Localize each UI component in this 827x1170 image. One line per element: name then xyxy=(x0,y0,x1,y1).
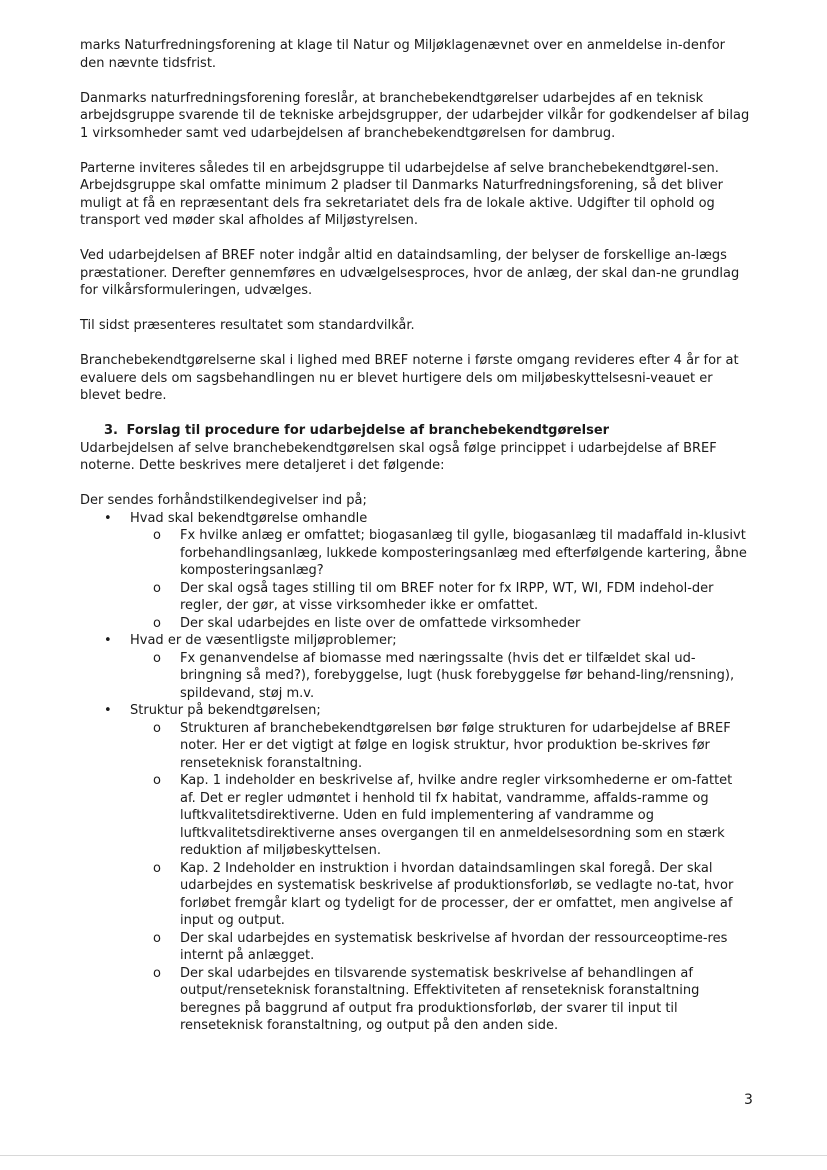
paragraph-5: Til sidst præsenteres resultatet som standardvilkår. xyxy=(80,318,415,333)
sub-item-text: Kap. 2 Indeholder en instruktion i hvordan dataindsamlingen skal foregå. Der skal udarbejdes en systematisk beskrivelse af produktionsforløb, se vedlagte no-tat, hvor forløbet fremgår klart og tydeligt for de processer, der er omfattet, men angivelse af input og output. xyxy=(180,860,734,928)
sub-item-text: Der skal udarbejdes en tilsvarende systematisk beskrivelse af behandlingen af output/renseteknisk foranstaltning. Effektiviteten af renseteknisk foranstaltning beregnes på baggrund af output fra produktionsforløb, der svarer til input til renseteknisk foranstaltning, og output på den anden side. xyxy=(180,965,700,1033)
sub-bullet-icon: o xyxy=(153,720,161,736)
paragraph-2: Danmarks naturfredningsforening foreslår, at branchebekendtgørelser udarbejdes af en teknisk arbejdsgruppe svarende til de tekniske arbejdsgrupper, der udarbejder vilkår for godkendelser af bilag 1 virksomheder samt ved udarbejdelsen af branchebekendtgørelsen for dambrug. xyxy=(80,90,750,141)
section-intro: Udarbejdelsen af selve branchebekendtgørelsen skal også følge princippet i udarbejdelse af BREF noterne. Dette beskrives mere detaljeret i det følgende: xyxy=(80,440,717,473)
section-title: Forslag til procedure for udarbejdelse af branchebekendtgørelser xyxy=(126,423,610,438)
sub-bullet-icon: o xyxy=(153,860,161,876)
sub-bullet-icon: o xyxy=(153,580,161,596)
sub-list-item xyxy=(130,965,752,1035)
paragraph-6: Branchebekendtgørelserne skal i lighed med BREF noterne i første omgang revideres efter 4 år for at evaluere dels om sagsbehandlingen nu er blevet hurtigere dels om miljøbeskyttelsesni-veauet er blevet bedre. xyxy=(80,353,739,403)
section-number: 3. xyxy=(104,423,118,438)
sub-list xyxy=(130,650,752,703)
page-number: 3 xyxy=(744,1092,753,1108)
paragraph-1: marks Naturfredningsforening at klage til Natur og Miljøklagenævnet over en anmeldelse in-denfor den nævnte tidsfrist. xyxy=(80,38,725,71)
sub-item-text: Kap. 1 indeholder en beskrivelse af, hvilke andre regler virksomhederne er om-fattet af. Det er regler udmøntet i henhold til fx habitat, vandramme, affalds-ramme og luftkvalitetsdirektiverne. Uden en fuld implementering af vandramme og luftkvalitetsdirektiverne anses overgangen til en anmeldelsesordning som en stærk reduktion af miljøbeskyttelsen. xyxy=(180,773,733,858)
sub-item-text: Fx hvilke anlæg er omfattet; biogasanlæg til gylle, biogasanlæg til madaffald in-klusivt forbehandlingsanlæg, lukkede komposteringsanlæg med efterfølgende kartering, åbne komposteringsanlæg? xyxy=(180,528,747,578)
sub-list-item xyxy=(130,772,752,860)
sub-list-item xyxy=(130,860,752,930)
sub-list-item xyxy=(130,930,752,965)
sub-list-item xyxy=(130,615,752,633)
sub-bullet-icon: o xyxy=(153,650,161,666)
list-item xyxy=(80,702,752,1035)
sub-item-text: Strukturen af branchebekendtgørelsen bør følge strukturen for udarbejdelse af BREF noter. Her er det vigtigt at følge en logisk struktur, hvor produktion be-skrives før renseteknisk foranstaltning. xyxy=(180,720,731,771)
list-item xyxy=(80,510,752,633)
sub-item-text: Der skal udarbejdes en liste over de omfattede virksomheder xyxy=(180,615,581,631)
bullet-icon: • xyxy=(104,633,112,648)
bullet-list xyxy=(80,510,752,1035)
sub-item-text: Der skal også tages stilling til om BREF noter for fx IRPP, WT, WI, FDM indehol-der regler, der gør, at visse virksomheder ikke er omfattet. xyxy=(180,580,714,613)
bullet-text: Hvad er de væsentligste miljøproblemer; xyxy=(130,633,397,648)
sub-list-item xyxy=(130,720,752,773)
sub-item-text: Der skal udarbejdes en systematisk beskrivelse af hvordan der ressourceoptime-res internt på anlægget. xyxy=(180,930,728,963)
sub-item-text: Fx genanvendelse af biomasse med næringssalte (hvis det er tilfældet skal ud-bringning så med?), forebyggelse, lugt (husk forebyggelse før behand-ling/rensning), spildevand, støj m.v. xyxy=(180,650,735,701)
bullet-text: Hvad skal bekendtgørelse omhandle xyxy=(130,510,368,526)
section-heading xyxy=(104,422,752,440)
section-3 xyxy=(80,422,752,1035)
sub-bullet-icon: o xyxy=(153,930,161,946)
sub-bullet-icon: o xyxy=(153,615,161,631)
sub-bullet-icon: o xyxy=(153,773,161,788)
sub-list xyxy=(130,720,752,1035)
document-page xyxy=(80,37,752,1035)
bullet-icon: • xyxy=(104,510,112,526)
section-lead: Der sendes forhåndstilkendegivelser ind på; xyxy=(80,493,367,508)
paragraph-4: Ved udarbejdelsen af BREF noter indgår altid en dataindsamling, der belyser de forskellige an-lægs præstationer. Derefter gennemføres en udvælgelsesproces, hvor de anlæg, der skal dan-ne grundlag for vilkårsformuleringen, udvælges. xyxy=(80,248,740,298)
bullet-icon: • xyxy=(104,703,112,718)
bullet-text: Struktur på bekendtgørelsen; xyxy=(130,703,321,718)
sub-list xyxy=(130,527,752,632)
sub-bullet-icon: o xyxy=(153,965,161,981)
page-bottom-edge xyxy=(0,1155,827,1156)
sub-list-item xyxy=(130,527,752,580)
sub-bullet-icon: o xyxy=(153,528,161,543)
sub-list-item xyxy=(130,650,752,703)
list-item xyxy=(80,632,752,702)
sub-list-item xyxy=(130,580,752,615)
paragraph-3: Parterne inviteres således til en arbejdsgruppe til udarbejdelse af selve branchebekendtgørel-sen. Arbejdsgruppe skal omfatte minimum 2 pladser til Danmarks Naturfredningsforening, så det bliver muligt at få en repræsentant dels fra sekretariatet dels fra de lokale aktive. Udgifter til ophold og transport ved møder skal afholdes af Miljøstyrelsen. xyxy=(80,160,723,228)
